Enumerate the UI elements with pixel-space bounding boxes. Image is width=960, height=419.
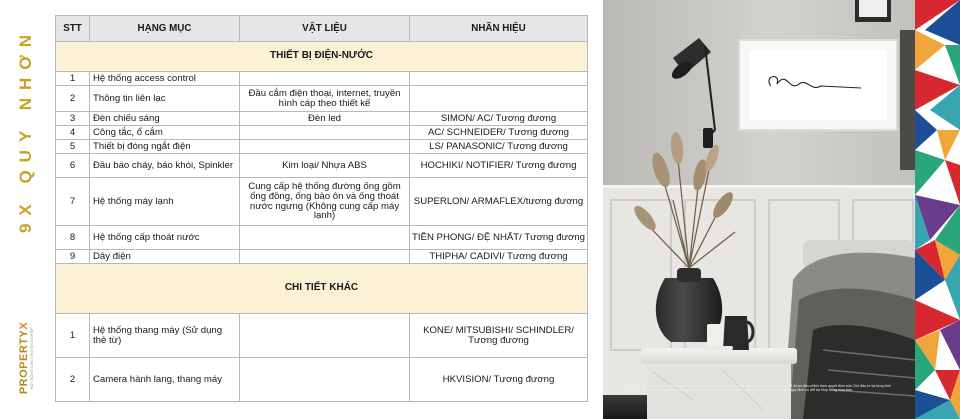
cell-brand: THIPHA/ CADIVI/ Tương đương [410,250,588,264]
cell-stt: 4 [56,126,90,140]
table-header-row [56,16,588,42]
header-material: VẬT LIỆU [240,16,410,42]
cell-material [240,226,410,250]
header-stt: STT [56,16,90,42]
cell-stt: 7 [56,178,90,226]
cell-stt: 5 [56,140,90,154]
table-row [56,314,588,358]
spec-table [55,15,588,402]
cell-item: Thông tin liên lạc [90,86,240,112]
cell-brand [410,72,588,86]
table-row [56,226,588,250]
logo-x-mark: X [18,321,30,330]
cell-brand: HOCHIKI/ NOTIFIER/ Tương đương [410,154,588,178]
table-row [56,358,588,402]
cell-item: Camera hành lang, thang máy [90,358,240,402]
cell-stt: 1 [56,72,90,86]
cell-item: Hệ thống access control [90,72,240,86]
cell-item: Thiết bị đóng ngắt điện [90,140,240,154]
bedroom-illustration [603,0,915,419]
cell-material: Cung cấp hệ thống đường ống gồm ống đồng, ống bảo ôn và ống thoát nước ngưng (Không cung cấp máy lạnh) [240,178,410,226]
cell-item: Đầu báo cháy, báo khói, Spinkler [90,154,240,178]
cell-material [240,140,410,154]
cell-material [240,72,410,86]
section-title-other: CHI TIẾT KHÁC [56,264,588,314]
table-row [56,86,588,112]
triangle-pattern [915,0,960,419]
cell-stt: 8 [56,226,90,250]
cell-item: Hệ thống thang máy (Sử dụng thẻ từ) [90,314,240,358]
cell-brand: AC/ SCHNEIDER/ Tương đương [410,126,588,140]
logo-text: PROPERTY [18,329,30,395]
header-brand: NHÃN HIỆU [410,16,588,42]
cell-material [240,358,410,402]
table-row [56,112,588,126]
cell-material: Đầu cắm điện thoại, internet, truyền hình cáp theo thiết kế [240,86,410,112]
cell-brand: KONE/ MITSUBISHI/ SCHINDLER/ Tương đương [410,314,588,358]
cell-material [240,250,410,264]
cell-brand: SIMON/ AC/ Tương đương [410,112,588,126]
header-item: HẠNG MỤC [90,16,240,42]
cell-material [240,314,410,358]
cell-item: Công tắc, ổ cắm [90,126,240,140]
property-x-logo [18,322,34,394]
table-row [56,126,588,140]
cell-material: Kim loại/ Nhựa ABS [240,154,410,178]
cell-brand: SUPERLON/ ARMAFLEX/tương đương [410,178,588,226]
bedroom-photo [603,0,915,419]
calm-print [739,40,897,130]
section-row-other [56,264,588,314]
table-row [56,250,588,264]
table-row [56,154,588,178]
logo-tagline: BẤT ĐỘNG SẢN CHUYÊN NGHIỆP [30,327,34,389]
cell-brand [410,86,588,112]
section-row-electrical [56,42,588,72]
cell-item: Đèn chiếu sáng [90,112,240,126]
table-row [56,72,588,86]
table-row [56,140,588,154]
cell-material [240,126,410,140]
cell-stt: 1 [56,314,90,358]
section-title-electrical: THIẾT BỊ ĐIỆN-NƯỚC [56,42,588,72]
cell-material: Đèn led [240,112,410,126]
cell-stt: 3 [56,112,90,126]
project-title: 9X QUY NHƠN [16,26,35,234]
cell-stt: 6 [56,154,90,178]
cell-brand: TIỀN PHONG/ ĐỆ NHẤT/ Tương đương [410,226,588,250]
photo-disclaimer: Những thông tin, hình ảnh, các tiện ích trên ấn phẩm này chỉ mang tính chất minh họa tương đối và có thể được điều chỉnh theo quyết định của Chủ đầu tư tại từng thời điểm, đảm bảo phù hợp quy hoạch và thực tế thi công dự án. Các thông tin, cam kết chính thức sẽ được quy định cụ thể tại Hợp đồng mua bán. [623,384,891,393]
cell-stt: 2 [56,358,90,402]
cell-item: Dây điện [90,250,240,264]
table-row [56,178,588,226]
cell-stt: 9 [56,250,90,264]
cell-stt: 2 [56,86,90,112]
cell-item: Hệ thống máy lạnh [90,178,240,226]
brand-strip [0,0,52,419]
cell-brand: LS/ PANASONIC/ Tương đương [410,140,588,154]
cell-item: Hệ thống cấp thoát nước [90,226,240,250]
geometric-pattern [915,0,960,419]
cell-brand: HKVISION/ Tương đương [410,358,588,402]
